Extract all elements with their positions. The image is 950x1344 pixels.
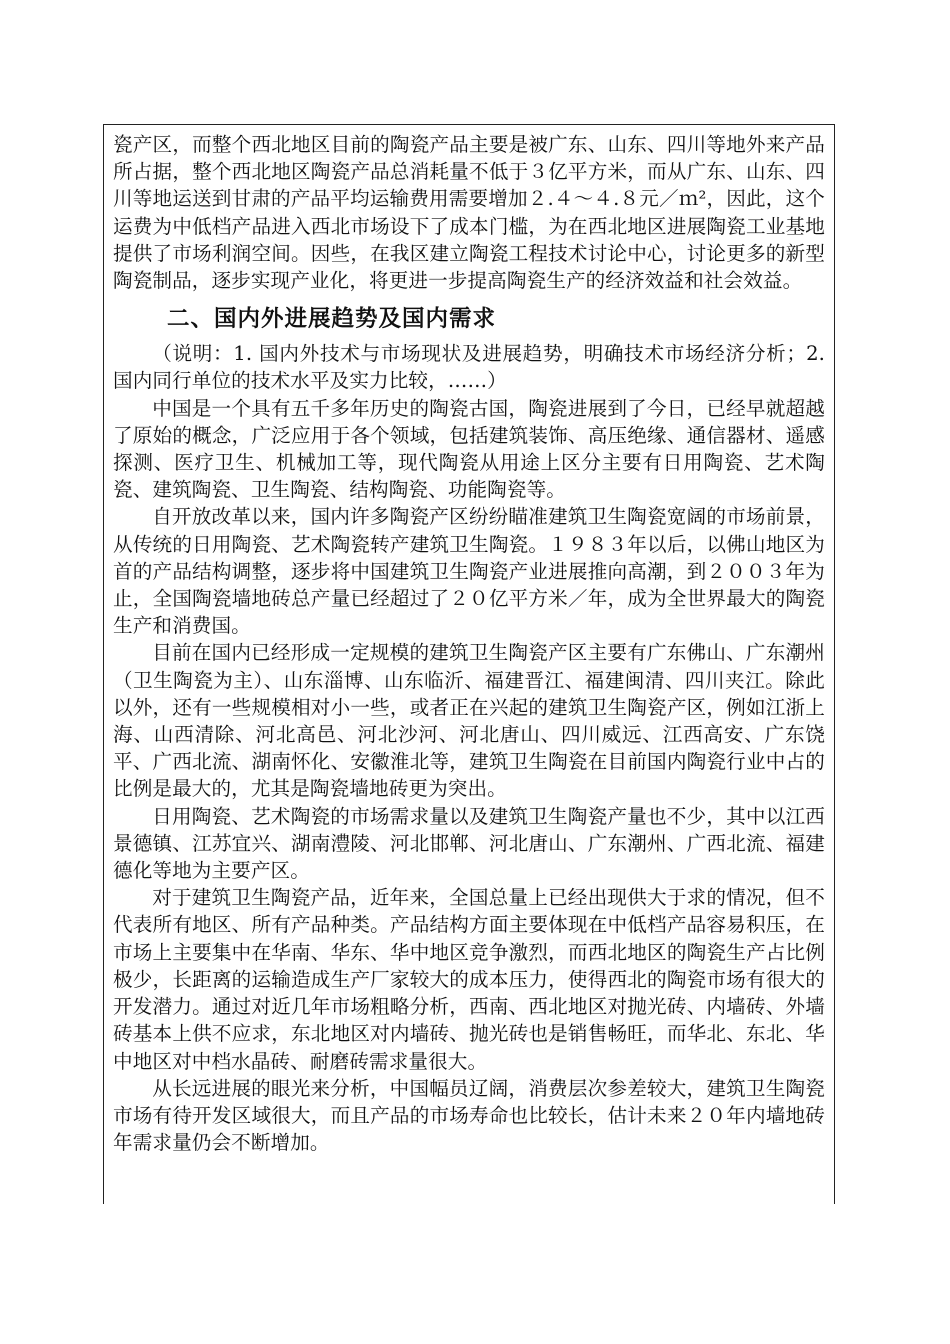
paragraph: 日用陶瓷、艺术陶瓷的市场需求量以及建筑卫生陶瓷产量也不少，其中以江西景德镇、江苏宜兴、湖南澧陵、河北邯郸、河北唐山、广东潮州、广西北流、福建德化等地为主要产区。 <box>113 804 825 883</box>
paragraph: 从长远进展的眼光来分析，中国幅员辽阔，消费层次参差较大，建筑卫生陶瓷市场有待开发区域很大，而且产品的市场寿命也比较长，估计未来２０年内墙地砖年需求量仍会不断增加。 <box>113 1076 825 1155</box>
paragraph: 中国是一个具有五千多年历史的陶瓷古国，陶瓷进展到了今日，已经早就超越了原始的概念，广泛应用于各个领域，包括建筑装饰、高压绝缘、通信器材、遥感探测、医疗卫生、机械加工等，现代陶瓷从用途上区分主要有日用陶瓷、艺术陶瓷、建筑陶瓷、卫生陶瓷、结构陶瓷、功能陶瓷等。 <box>113 396 825 502</box>
paragraph: 自开放改革以来，国内许多陶瓷产区纷纷瞄准建筑卫生陶瓷宽阔的市场前景，从传统的日用陶瓷、艺术陶瓷转产建筑卫生陶瓷。１９８３年以后，以佛山地区为首的产品结构调整，逐步将中国建筑卫生陶瓷产业进展推向高潮，到２００３年为止，全国陶瓷墙地砖总产量已经超过了２０亿平方米／年，成为全世界最大的陶瓷生产和消费国。 <box>113 505 825 638</box>
paragraph-intro: 瓷产区，而整个西北地区目前的陶瓷产品主要是被广东、山东、四川等地外来产品所占据，整个西北地区陶瓷产品总消耗量不低于３亿平方米，而从广东、山东、四川等地运送到甘肃的产品平均运输费用需要增加２.４～４.８元／ｍ²，因此，这个运费为中低档产品进入西北市场设下了成本门槛，为在西北地区进展陶瓷工业基地提供了市场利润空间。因些，在我区建立陶瓷工程技术讨论中心，讨论更多的新型陶瓷制品，逐步实现产业化，将更进一步提高陶瓷生产的经济效益和社会效益。 <box>113 133 825 293</box>
note-paragraph: （说明：1. 国内外技术与市场现状及进展趋势，明确技术市场经济分析；2. 国内同行单位的技术水平及实力比较，……） <box>113 342 825 393</box>
paragraph: 对于建筑卫生陶瓷产品，近年来，全国总量上已经出现供大于求的情况，但不代表所有地区、所有产品种类。产品结构方面主要体现在中低档产品容易积压，在市场上主要集中在华南、华东、华中地区竞争激烈，而西北地区的陶瓷生产占比例极少，长距离的运输造成生产厂家较大的成本压力，使得西北的陶瓷市场有很大的开发潜力。通过对近几年市场粗略分析，西南、西北地区对抛光砖、内墙砖、外墙砖基本上供不应求，东北地区对内墙砖、抛光砖也是销售畅旺，而华北、东北、华中地区对中档水晶砖、耐磨砖需求量很大。 <box>113 886 825 1073</box>
paragraph: 目前在国内已经形成一定规模的建筑卫生陶瓷产区主要有广东佛山、广东潮州（卫生陶瓷为主）、山东淄博、山东临沂、福建晋江、福建闽清、四川夹江。除此以外，还有一些规模相对小一些，或者正在兴起的建筑卫生陶瓷产区，例如江浙上海、山西清除、河北高邑、河北沙河、河北唐山、四川威远、江西高安、广东饶平、广西北流、湖南怀化、安徽淮北等，建筑卫生陶瓷在目前国内陶瓷行业中占的比例是最大的，尤其是陶瓷墙地砖更为突出。 <box>113 641 825 801</box>
document-body <box>113 131 825 1156</box>
section-heading: 二、国内外进展趋势及国内需求 <box>167 306 497 333</box>
